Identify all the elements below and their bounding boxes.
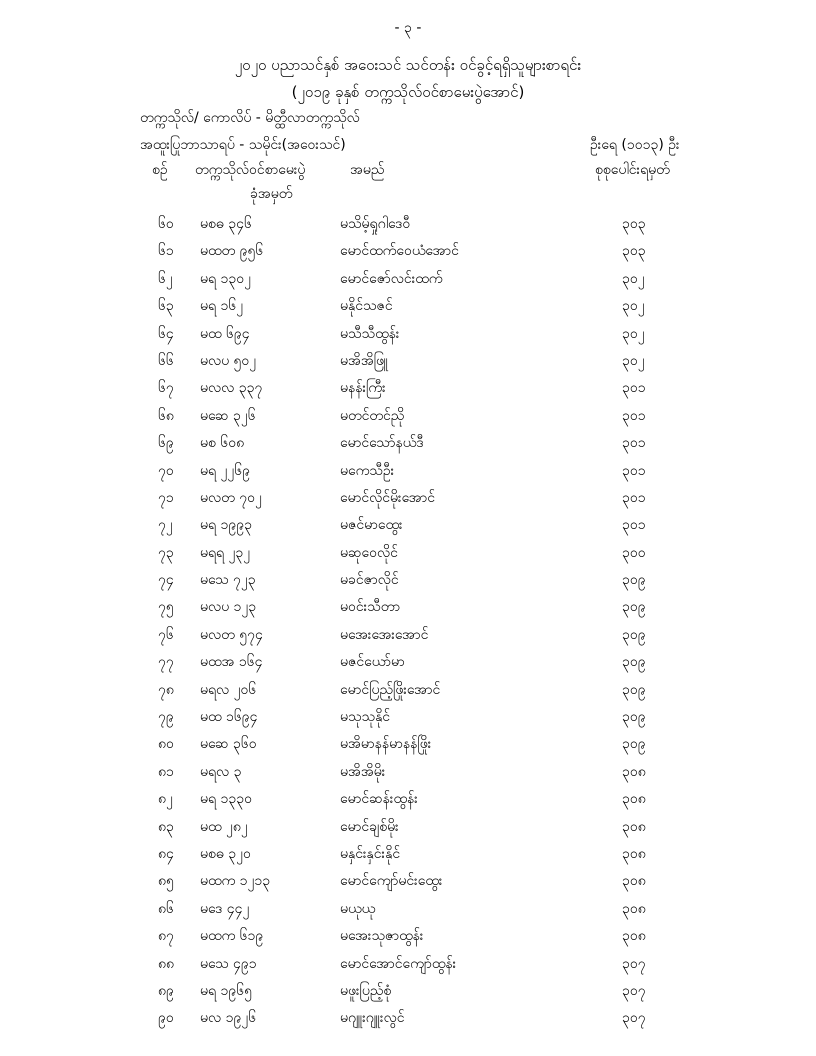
table-row bbox=[0, 784, 816, 811]
total-marks: ၃၀၂ bbox=[622, 352, 645, 369]
table-row bbox=[0, 291, 816, 318]
document-subtitle: (၂၀၁၉ ခုနှစ် တက္ကသိုလ်ဝင်စာမေးပွဲအောင်) bbox=[291, 83, 525, 101]
student-name: မဆုဝေလိုင် bbox=[340, 544, 398, 561]
headcount-line: ဦးရေ (၁၀၁၃) ဦး bbox=[590, 137, 680, 153]
table-row bbox=[0, 565, 816, 592]
row-number: ၈၅ bbox=[158, 873, 174, 890]
table-row bbox=[0, 401, 816, 428]
table-row bbox=[0, 264, 816, 291]
row-number: ၈၇ bbox=[158, 928, 174, 945]
roll-number: မရရ ၂၃၂ bbox=[200, 544, 251, 561]
row-number: ၇၁ bbox=[158, 489, 174, 506]
total-marks: ၃၀၉ bbox=[622, 572, 646, 589]
row-number: ၇၂ bbox=[158, 517, 173, 534]
student-name: မောင်အောင်ကျော်ထွန်း bbox=[340, 955, 457, 972]
table-row bbox=[0, 675, 816, 702]
table-row bbox=[0, 647, 816, 674]
student-name: မခင်ဇာလိုင် bbox=[340, 572, 399, 589]
table-row bbox=[0, 456, 816, 483]
roll-number: မလတ ၅၇၄ bbox=[200, 626, 263, 643]
roll-number: မဆေ ၃၆၀ bbox=[200, 736, 257, 753]
row-number: ၈၃ bbox=[158, 818, 174, 835]
total-marks: ၃၀၈ bbox=[622, 818, 646, 835]
row-number: ၆၈ bbox=[158, 407, 174, 424]
row-number: ၈၁ bbox=[158, 763, 174, 780]
row-number: ၇၃ bbox=[158, 544, 174, 561]
column-header-name: အမည် bbox=[350, 162, 385, 178]
student-name: မတင်တင်ညို bbox=[340, 407, 405, 424]
student-name: မအေးသုဇာထွန်း bbox=[340, 928, 424, 945]
row-number: ၈၉ bbox=[158, 982, 174, 999]
roll-number: မသေ ၇၂၃ bbox=[200, 572, 256, 589]
row-number: ၆၃ bbox=[158, 298, 174, 315]
roll-number: မလလ ၃၃၇ bbox=[200, 380, 263, 397]
roll-number: မရလ ၂၀၆ bbox=[200, 681, 257, 698]
table-row bbox=[0, 812, 816, 839]
student-name: မသိမ့်ရှုဂါဒေဝီ bbox=[340, 216, 411, 232]
roll-number: မထတ ၉၅၆ bbox=[200, 243, 264, 260]
table-row bbox=[0, 319, 816, 346]
document-title: ၂၀၂၀ ပညာသင်နှစ် အဝေးသင် သင်တန်း ဝင်ခွင့်ရရှိသူများစာရင်း bbox=[234, 56, 582, 74]
total-marks: ၃၀၈ bbox=[622, 900, 646, 917]
results-list bbox=[0, 209, 816, 1031]
total-marks: ၃၀၁ bbox=[622, 462, 646, 479]
student-name: မအိအိဖြူ bbox=[340, 352, 389, 369]
table-row bbox=[0, 428, 816, 455]
total-marks: ၃၀၉ bbox=[622, 709, 646, 726]
row-number: ၈၈ bbox=[158, 955, 174, 972]
student-name: မဖူးပြည့်စုံ bbox=[340, 982, 392, 999]
total-marks: ၃၀၉ bbox=[622, 654, 646, 671]
student-name: မောင်ပြည့်ဖြိုးအောင် bbox=[340, 681, 441, 698]
total-marks: ၃၀၉ bbox=[622, 681, 646, 698]
roll-number: မထ ၁၆၉၄ bbox=[200, 709, 258, 726]
student-name: မဇင်ယော်မာ bbox=[340, 654, 405, 671]
table-row bbox=[0, 236, 816, 263]
total-marks: ၃၀၀ bbox=[622, 544, 646, 561]
table-row bbox=[0, 620, 816, 647]
table-row bbox=[0, 209, 816, 236]
row-number: ၈၆ bbox=[158, 900, 174, 917]
subject-line: အထူးပြုဘာသာရပ် - သမိုင်း(အဝေးသင်) bbox=[140, 137, 346, 153]
total-marks: ၃၀၂ bbox=[622, 270, 645, 287]
roll-number: မစဓ ၃၄၆ bbox=[200, 216, 252, 232]
row-number: ၈၂ bbox=[158, 791, 173, 808]
total-marks: ၃၀၂ bbox=[622, 298, 645, 315]
table-row bbox=[0, 373, 816, 400]
total-marks: ၃၀၁ bbox=[622, 435, 646, 452]
student-name: မဂျူးဂျူးလွင် bbox=[340, 1010, 405, 1027]
total-marks: ၃၀၇ bbox=[622, 1010, 646, 1027]
table-row bbox=[0, 729, 816, 756]
total-marks: ၃၀၁ bbox=[622, 380, 646, 397]
total-marks: ၃၀၈ bbox=[622, 928, 646, 945]
total-marks: ၃၀၈ bbox=[622, 873, 646, 890]
student-name: မောင်လိုင်မိုးအောင် bbox=[340, 489, 435, 506]
student-name: မောင်ထက်ဝေယံအောင် bbox=[340, 243, 459, 260]
roll-number: မထ ၂၈၂ bbox=[200, 818, 248, 835]
total-marks: ၃၀၉ bbox=[622, 626, 646, 643]
total-marks: ၃၀၈ bbox=[622, 845, 646, 862]
page-number: - ၃ - bbox=[394, 20, 422, 36]
table-row bbox=[0, 1003, 816, 1030]
student-name: မနှင်းနှင်းနိုင် bbox=[340, 845, 401, 862]
total-marks: ၃၀၁ bbox=[622, 489, 646, 506]
row-number: ၇၈ bbox=[158, 681, 174, 698]
table-row bbox=[0, 510, 816, 537]
column-header-roll-sub: ခုံအမှတ် bbox=[250, 186, 293, 202]
student-name: မောင်ကျော်မင်းထွေး bbox=[340, 873, 443, 890]
student-name: မအိမာနန်မာနန်ဖြိုး bbox=[340, 736, 432, 753]
column-header-roll: တက္ကသိုလ်ဝင်စာမေးပွဲ bbox=[195, 162, 306, 178]
column-header-no: စဉ် bbox=[152, 162, 168, 178]
total-marks: ၃၀၉ bbox=[622, 736, 646, 753]
total-marks: ၃၀၇ bbox=[622, 982, 646, 999]
student-name: မနန်းကြီး bbox=[340, 380, 386, 397]
row-number: ၆၁ bbox=[158, 243, 174, 260]
student-name: မသုသုနိုင် bbox=[340, 709, 391, 726]
row-number: ၆၄ bbox=[158, 325, 174, 342]
student-name: မယုယု bbox=[340, 900, 376, 917]
roll-number: မရလ ၃ bbox=[200, 763, 242, 780]
roll-number: မရ ၁၆၂ bbox=[200, 298, 244, 315]
column-header-total: စုစုပေါင်းရမှတ် bbox=[595, 162, 670, 178]
row-number: ၆၂ bbox=[158, 270, 173, 287]
student-name: မဝင်းသီတာ bbox=[340, 599, 401, 616]
roll-number: မဒေ ၄၄၂ bbox=[200, 900, 250, 917]
row-number: ၆၆ bbox=[158, 352, 174, 369]
roll-number: မထ ၆၉၄ bbox=[200, 325, 250, 342]
roll-number: မထက ၆၁၉ bbox=[200, 928, 264, 945]
roll-number: မလပ ၅၀၂ bbox=[200, 352, 257, 369]
row-number: ၆၇ bbox=[158, 380, 174, 397]
table-row bbox=[0, 949, 816, 976]
row-number: ၉၀ bbox=[158, 1010, 174, 1027]
roll-number: မရ ၁၉၆၅ bbox=[200, 982, 252, 999]
student-name: မကေသီဦး bbox=[340, 462, 395, 479]
total-marks: ၃၀၈ bbox=[622, 763, 646, 780]
student-name: မောင်ဆန်းထွန်း bbox=[340, 791, 418, 808]
total-marks: ၃၀၁ bbox=[622, 407, 646, 424]
roll-number: မထက ၁၂၁၃ bbox=[200, 873, 271, 890]
roll-number: မထအ ၁၆၄ bbox=[200, 654, 263, 671]
roll-number: မလပ ၁၂၃ bbox=[200, 599, 257, 616]
university-line: တက္ကသိုလ်/ ကောလိပ် - မိတ္ထီလာတက္ကသိုလ် bbox=[140, 110, 360, 126]
table-row bbox=[0, 866, 816, 893]
row-number: ၇၇ bbox=[158, 654, 174, 671]
table-row bbox=[0, 757, 816, 784]
row-number: ၇၆ bbox=[158, 626, 174, 643]
student-name: မောင်သော်နယ်ဒီ bbox=[340, 435, 424, 452]
table-row bbox=[0, 592, 816, 619]
total-marks: ၃၀၃ bbox=[622, 243, 646, 260]
table-row bbox=[0, 976, 816, 1003]
row-number: ၇၄ bbox=[158, 572, 174, 589]
roll-number: မရ ၁၃၀၂ bbox=[200, 270, 251, 287]
roll-number: မစ ၆၀၈ bbox=[200, 435, 245, 452]
total-marks: ၃၀၃ bbox=[622, 216, 646, 232]
student-name: မောင်ချစ်မိုး bbox=[340, 818, 399, 835]
row-number: ၇၀ bbox=[158, 462, 174, 479]
student-name: မောင်ဇော်လင်းထက် bbox=[340, 270, 443, 287]
row-number: ၆၀ bbox=[158, 216, 174, 232]
student-name: မအေးအေးအောင် bbox=[340, 626, 429, 643]
roll-number: မရ ၁၉၉၃ bbox=[200, 517, 252, 534]
total-marks: ၃၀၇ bbox=[622, 955, 646, 972]
student-name: မအိအိမိုး bbox=[340, 763, 386, 780]
table-row bbox=[0, 894, 816, 921]
table-row bbox=[0, 538, 816, 565]
roll-number: မဆေ ၃၂၆ bbox=[200, 407, 256, 424]
table-row bbox=[0, 346, 816, 373]
roll-number: မရ ၂၂၆၉ bbox=[200, 462, 250, 479]
roll-number: မသေ ၄၉၁ bbox=[200, 955, 257, 972]
row-number: ၇၅ bbox=[158, 599, 174, 616]
student-name: မဇင်မာထွေး bbox=[340, 517, 403, 534]
row-number: ၆၉ bbox=[158, 435, 174, 452]
row-number: ၈၀ bbox=[158, 736, 174, 753]
roll-number: မစဓ ၃၂၀ bbox=[200, 845, 251, 862]
row-number: ၈၄ bbox=[158, 845, 174, 862]
total-marks: ၃၀၉ bbox=[622, 599, 646, 616]
table-row bbox=[0, 921, 816, 948]
total-marks: ၃၀၈ bbox=[622, 791, 646, 808]
total-marks: ၃၀၁ bbox=[622, 517, 646, 534]
roll-number: မလတ ၇၀၂ bbox=[200, 489, 262, 506]
roll-number: မရ ၁၃၃၀ bbox=[200, 791, 252, 808]
student-name: မနိုင်သဇင် bbox=[340, 298, 393, 315]
total-marks: ၃၀၂ bbox=[622, 325, 645, 342]
roll-number: မလ ၁၉၂၆ bbox=[200, 1010, 257, 1027]
row-number: ၇၉ bbox=[158, 709, 174, 726]
table-row bbox=[0, 839, 816, 866]
table-row bbox=[0, 483, 816, 510]
student-name: မသီသီထွန်း bbox=[340, 325, 400, 342]
table-row bbox=[0, 702, 816, 729]
